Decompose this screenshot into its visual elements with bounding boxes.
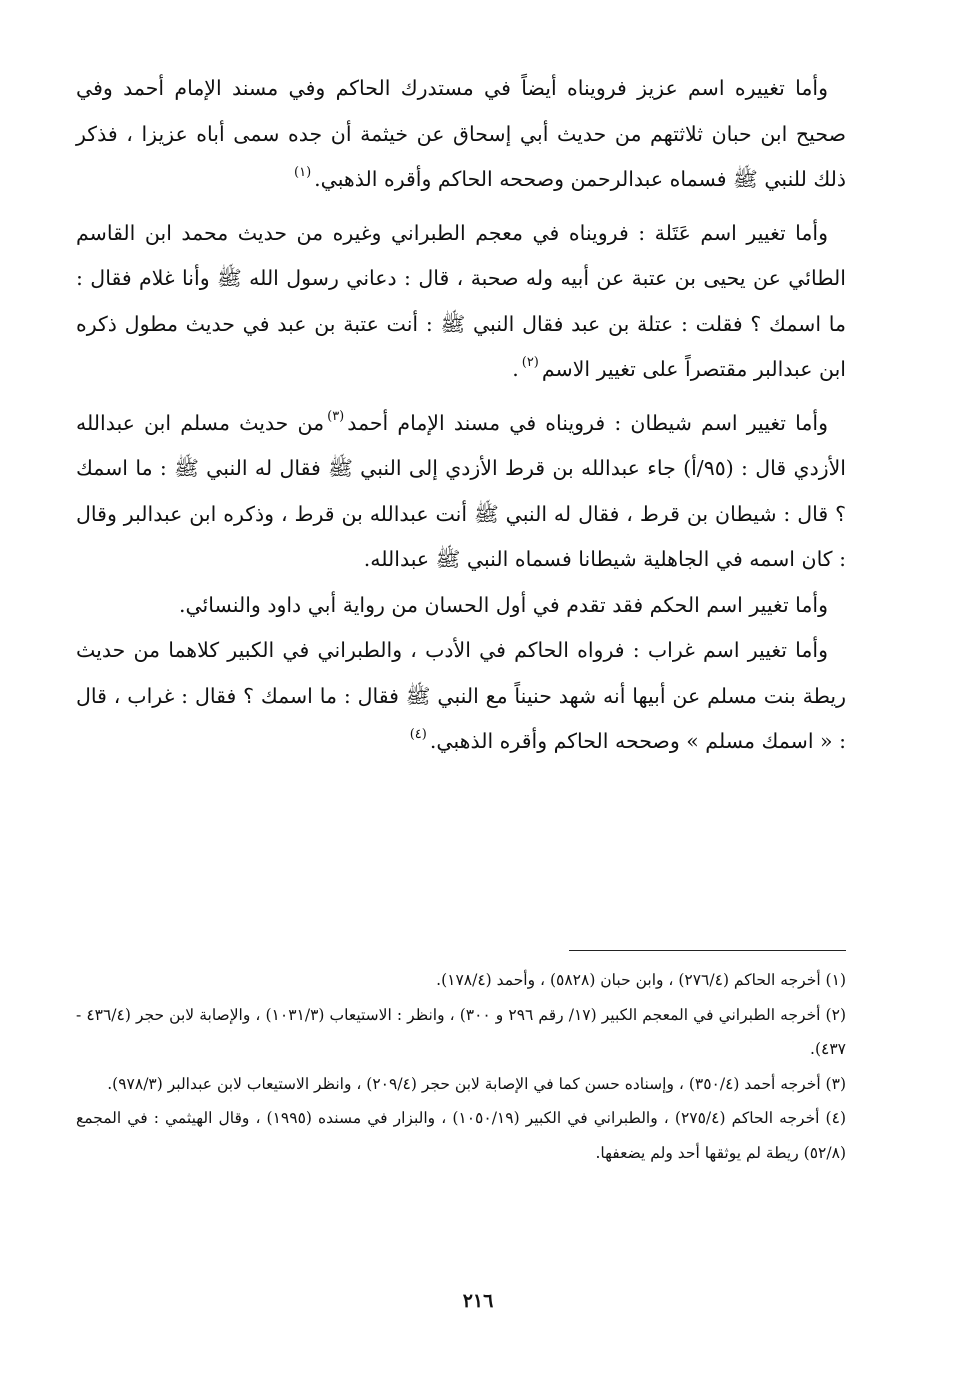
footnote-2: (٢) أخرجه الطبراني في المعجم الكبير (١٧/ رقم ٢٩٦ و ٣٠٠) ، وانظر : الاستيعاب (١٠٣١/٣) ، والإصابة لابن حجر (٤٣٦/٤ - ٤٣٧). xyxy=(76,1005,846,1058)
footnotes-section xyxy=(76,963,846,1170)
paragraph-ghurab: وأما تغيير اسم غراب : فرواه الحاكم في الأدب ، والطبراني في الكبير كلاهما من حديث ريطة بنت مسلم عن أبيها أنه شهد حنيناً مع النبي ﷺ فقال : ما اسمك ؟ فقال : غراب ، قال : « اسمك مسلم » وصححه الحاكم وأقره الذهبي.$^{(٤)}$ xyxy=(76,638,846,753)
footnote-marker: (٤) xyxy=(409,727,427,742)
footnote-marker: (١) xyxy=(294,165,312,180)
footnote-3: (٣) أخرجه أحمد (٣٥٠/٤) ، وإسناده حسن كما في الإصابة لابن حجر (٢٠٩/٤) ، وانظر الاستيعاب لابن عبدالبر (٩٧٨/٣). xyxy=(107,1074,846,1093)
main-text xyxy=(76,66,846,765)
footnote-1: (١) أخرجه الحاكم (٢٧٦/٤) ، وابن حبان (٥٨٢٨) ، وأحمد (١٧٨/٤). xyxy=(436,971,846,989)
footnote-divider xyxy=(569,950,846,951)
paragraph-aziz: وأما تغييره اسم عزيز فرويناه أيضاً في مستدرك الحاكم وفي مسند الإمام أحمد وفي صحيح ابن حبان ثلاثتهم من حديث أبي إسحاق عن خيثمة أن جده سمى أباه عزيزا ، فذكر ذلك للنبي ﷺ فسماه عبدالرحمن وصححه الحاكم وأقره الذهبي.$^{(١)}$ xyxy=(76,76,846,191)
footnote-4: (٤) أخرجه الحاكم (٢٧٥/٤) ، والطبراني في الكبير (١٠٥٠/١٩) ، والبزار في مسنده (١٩٩٥) ، وقال الهيثمي : في المجمع (٥٢/٨) ريطة لم يوثقها أحد ولم يضعفها. xyxy=(76,1109,846,1162)
footnote-marker: (٢) xyxy=(521,355,539,370)
paragraph-atala: وأما تغيير اسم عَتَلة : فرويناه في معجم الطبراني وغيره من حديث محمد ابن القاسم الطائي عن يحيى بن عتبة عن أبيه وله صحبة ، قال : دعاني رسول الله ﷺ وأنا غلام فقال : ما اسمك ؟ فقلت : عتلة بن عبد فقال النبي ﷺ : أنت عتبة بن عبد في حديث مطول ذكره ابن عبدالبر مقتصراً على تغيير الاسم$^{(٢)}$. xyxy=(76,220,846,381)
paragraph-shaytan: وأما تغيير اسم شيطان : فرويناه في مسند الإمام أحمد$^{(٣)}$من حديث مسلم ابن عبدالله الأزدي قال : (٩٥/أ) جاء عبدالله بن قرط الأزدي إلى النبي ﷺ فقال له النبي ﷺ : ما اسمك ؟ قال : شيطان بن قرط ، فقال له النبي ﷺ أنت عبدالله بن قرط ، وذكره ابن عبدالبر وقال : كان اسمه في الجاهلية شيطانا فسماه النبي ﷺ عبدالله. xyxy=(76,408,846,571)
footnote-marker: (٣) xyxy=(327,408,345,424)
page-number: ٢١٦ xyxy=(462,1290,494,1312)
paragraph-hakam: وأما تغيير اسم الحكم فقد تقدم في أول الحسان من رواية أبي داود والنسائي. xyxy=(178,592,828,617)
